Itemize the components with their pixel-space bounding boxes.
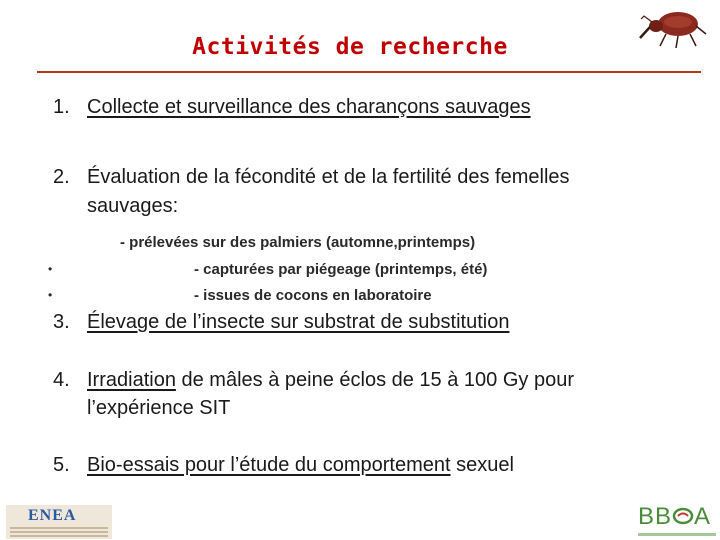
enea-logo-mark: ENEA (28, 507, 77, 524)
item-underlined-text: Collecte et surveillance des charançons sauvages (87, 96, 531, 118)
slide-title: Activités de recherche (192, 34, 508, 60)
item-underlined-text: Irradiation (87, 369, 176, 391)
item-number: 1. (53, 96, 70, 118)
item-number: 3. (53, 311, 70, 333)
item-text (87, 94, 531, 121)
item-text-line1 (87, 367, 574, 394)
bbca-logo (638, 503, 718, 539)
item-text-line2: l’expérience SIT (87, 397, 231, 419)
bbca-logo-mark: BB A (638, 503, 712, 530)
item-text (87, 452, 514, 479)
item-underlined-text: Élevage de l’insecte sur substrat de substitution (87, 311, 510, 333)
item-number: 4. (53, 369, 70, 391)
item-text-line1: Évaluation de la fécondité et de la fertilité des femelles (87, 166, 570, 188)
sub-bullet-1: • (48, 262, 53, 276)
sub-bullet-2: • (48, 288, 53, 302)
sub-item-1: - prélevées sur des palmiers (automne,printemps) (120, 234, 476, 251)
sub-item-3: - issues de cocons en laboratoire (194, 287, 432, 304)
weevil-icon (638, 4, 710, 50)
item-rest-text: sexuel (450, 454, 514, 476)
item-text (87, 309, 509, 336)
item-number: 2. (53, 166, 70, 188)
title-underline (37, 71, 701, 73)
item-text-line2: sauvages: (87, 195, 179, 217)
leaf-icon (672, 507, 694, 525)
item-rest-text: de mâles à peine éclos de 15 à 100 Gy pour (175, 369, 574, 391)
enea-logo (6, 505, 112, 539)
sub-item-2: - capturées par piégeage (printemps, été) (194, 261, 488, 278)
item-underlined-text: Bio-essais pour l’étude du comportement (87, 454, 451, 476)
item-number: 5. (53, 454, 70, 476)
